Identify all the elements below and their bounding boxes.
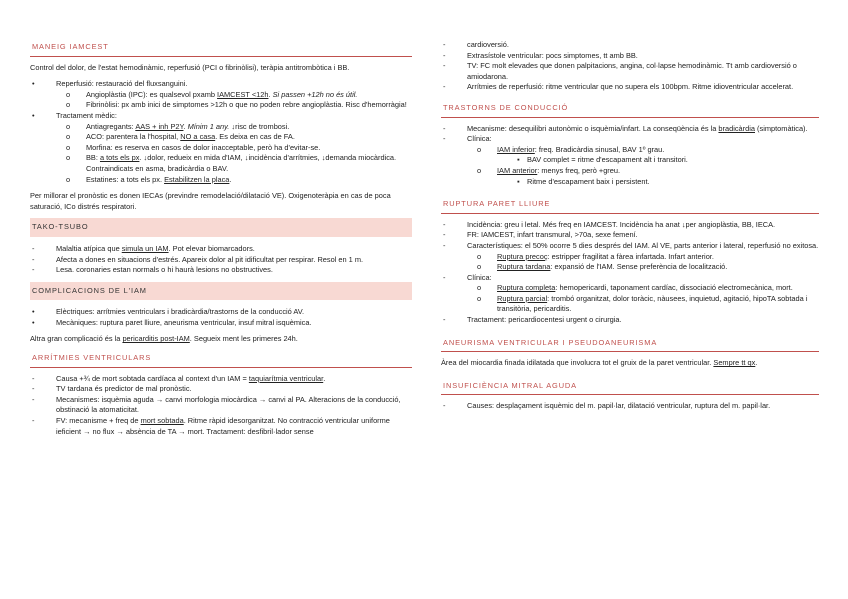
underlined-text: pericarditis post-IAM <box>122 334 190 344</box>
text: . <box>268 89 273 99</box>
caracteristiques-item <box>441 241 819 273</box>
italic-text: Si passen +12h no és útil. <box>272 89 358 99</box>
caracteristiques-sublist <box>467 252 819 273</box>
list-item <box>30 395 412 416</box>
text: Angioplàstia (IPC): es qualsevol pxamb <box>86 89 218 99</box>
text: . Segueix ment les primeres 24h. <box>189 334 298 344</box>
text: . Es deixa en cas de FA. <box>215 132 295 142</box>
underlined-text: mort sobtada <box>140 416 184 426</box>
list-item: • Elèctriques: arrítmies ventriculars i bradicàrdia/trastorns de la conducció AV. <box>30 307 412 318</box>
text: BB: <box>86 153 100 163</box>
underlined-text: Ruptura completa <box>497 283 556 293</box>
underlined-text: bradicàrdia <box>718 123 755 133</box>
underlined-text: simula un IAM <box>121 243 169 253</box>
reperfusio-item <box>30 79 412 111</box>
underlined-text: Ruptura precoç <box>497 251 548 261</box>
text: Malaltia atípica que <box>56 243 122 253</box>
tractament-label: Tractament mèdic: <box>56 110 117 120</box>
underlined-text: IAM inferior <box>497 144 535 154</box>
ruptura-list <box>441 220 819 326</box>
tractament-sublist <box>56 122 412 186</box>
clinica-item <box>441 134 819 187</box>
list-item <box>30 374 412 385</box>
list-item <box>30 416 412 437</box>
list-item: • Mecàniques: ruptura paret lliure, aneurisma ventricular, insuf mitral isquèmica. <box>30 318 412 329</box>
clinica-sublist <box>467 283 819 315</box>
text: . Pot elevar biomarcadors. <box>168 243 255 253</box>
maneig-intro: Control del dolor, de l'estat hemodinàmic, reperfusió (PCI o fibrinòlisi), teràpia antitrombòtica i BB. <box>30 62 350 72</box>
section-title-arritmies: ARRÍTMIES VENTRICULARS <box>30 351 412 368</box>
text: : hemopericardi, taponament cardíac, dissociació electromecànica, mort. <box>555 283 793 293</box>
underlined-text: a tots els px <box>99 153 140 163</box>
clinica-item <box>441 273 819 315</box>
text: Antiagregants: <box>86 121 136 131</box>
underlined-text: NO a casa <box>180 132 216 142</box>
text: Mecanismes: isquèmia aguda → canvi morfologia miocàrdica → canvi al PA. Alteracions de la conducció, obstinació la atomaticitat. <box>56 394 401 415</box>
text: Característiques: el 50% ocorre 5 dies després del IAM. Al VE, parts anterior i lateral, reperfusió no exitosa. <box>467 240 819 250</box>
bb-item <box>56 153 412 174</box>
list-item <box>467 283 819 294</box>
tractament-item <box>30 111 412 185</box>
text: Causa +¾ de mort sobtada cardíaca al context d'un IAM = <box>56 373 249 383</box>
section-title-trastorns: TRASTORNS DE CONDUCCIÓ <box>441 101 819 118</box>
text: : freq. Bradicàrdia sinusal, BAV 1º grau. <box>534 144 665 154</box>
morfina-item: o Morfina: es reserva en casos de dolor inacceptable, però ha d'evitar-se. <box>56 143 412 154</box>
text: : expansió de l'IAM. Sense preferència de localització. <box>550 262 728 272</box>
text: Mecanisme: desequilibri autonòmic o isquèmia/infart. La conseqüència és la <box>467 123 719 133</box>
list-item <box>30 384 412 395</box>
section-title-maneig: MANEIG IAMCEST <box>30 40 412 57</box>
text: Lesa. coronaries estan normals o hi haurà lesions no obstructives. <box>56 265 273 275</box>
list-item <box>30 244 412 255</box>
maneig-list <box>30 79 412 185</box>
left-column <box>30 40 412 443</box>
underlined-text: IAM anterior <box>497 165 538 175</box>
fibrinolisi-item: o Fibrinòlisi: px amb inici de simptomes >12h o que no poden rebre angioplàstia. Risc d'hemorràgia! <box>56 100 412 111</box>
list-item: - Extrasístole ventricular: pocs simptomes, tt amb BB. <box>441 51 819 62</box>
text: ACO: parentera la l'hospital, <box>86 132 181 142</box>
list-item <box>467 294 819 315</box>
list-item: ▪ Ritme d'escapament baix i persistent. <box>497 177 819 188</box>
insuficiencia-list <box>441 401 819 412</box>
text: ↓risc de trombosi. <box>229 121 290 131</box>
right-column <box>441 40 819 418</box>
italic-text: Mínim 1 any. <box>187 121 230 131</box>
iam-anterior-item <box>467 166 819 187</box>
section-title-complicacions: COMPLICACIONS DE L'IAM <box>30 282 412 301</box>
reperfusio-sublist <box>56 90 412 111</box>
text: : estripper fragilitat a fàrea infartada. Infart anterior. <box>547 251 714 261</box>
aneurisma-paragraph <box>441 358 819 369</box>
list-item: - TV: FC molt elevades que donen palpitacions, angina, col·lapse hemodinàmic. Tt amb cardioversió o amiodarona. <box>441 61 819 82</box>
iam-inferior-item <box>467 145 819 166</box>
takotsubo-list <box>30 244 412 276</box>
underlined-text: IAMCEST <12h <box>217 89 269 99</box>
iam-anterior-sublist <box>497 177 819 188</box>
reperfusio-label: Reperfusió: restauració del fluxsanguini. <box>56 79 188 89</box>
text: . <box>183 121 188 131</box>
angioplastia-item <box>56 90 412 101</box>
section-title-insuficiencia: INSUFICIÈNCIA MITRAL AGUDA <box>441 379 819 396</box>
list-item: - Arrítmies de reperfusió: ritme ventricular que no supera els 100bpm. Ritme idioventricular accelerat. <box>441 82 819 93</box>
text: Estatines: a tots els px. <box>86 174 165 184</box>
text: . <box>229 174 232 184</box>
antiagregants-item <box>56 122 412 133</box>
clinica-label: Clínica: <box>467 134 492 144</box>
underlined-text: AAS + inh P2Y <box>135 121 184 131</box>
pronostic-paragraph: Per millorar el pronòstic es donen IECAs (previndre remodelació/dilatació VE). Oxigenoteràpia en cas de poca saturació, ICo distrés respiratori. <box>30 191 391 211</box>
section-title-aneurisma: ANEURISMA VENTRICULAR I PSEUDOANEURISMA <box>441 336 819 353</box>
list-item <box>467 252 819 263</box>
list-item: - FR: IAMCEST, infart transmural, >70a, sexe femení. <box>441 230 819 241</box>
section-title-takotsubo: TAKO-TSUBO <box>30 218 412 237</box>
text: . ↓dolor, redueix en mida d'IAM, ↓incidència d'arrítmies, ↓demanda miocàrdica. Contraindicats en asma, bradicàrdia o BAV. <box>86 153 397 173</box>
underlined-text: Ruptura tardana <box>497 262 551 272</box>
underlined-text: taquiarítmia ventricular <box>248 373 324 383</box>
text: FV: mecanisme + freq de <box>56 416 141 426</box>
iam-inferior-sublist <box>497 155 819 166</box>
trastorns-list <box>441 124 819 188</box>
underlined-text: Sempre tt qx <box>713 358 756 368</box>
list-item <box>30 265 412 276</box>
text: . <box>755 358 758 368</box>
underlined-text: Estabilitzen la placa <box>164 174 230 184</box>
text: Afecta a dones en situacions d'estrés. Apareix dolor al pit idificultat per respirar. Resol en 1 m. <box>56 254 364 264</box>
underlined-text: Ruptura parcial <box>497 293 548 303</box>
estatines-item <box>56 175 412 186</box>
arritmies-continued-list <box>441 40 819 93</box>
text: . Ritme ràpid idesorganitzat. No contracció ventricular uniforme ieficient → no flux → absència de TA → mort. Tractament: desfibril·lador sense <box>56 416 390 436</box>
complicacions-note <box>30 334 412 345</box>
section-title-ruptura: RUPTURA PARET LLIURE <box>441 197 819 214</box>
complicacions-list <box>30 307 412 328</box>
list-item: ▪ BAV complet = ritme d'escapament alt i transitori. <box>497 155 819 166</box>
list-item: - Incidència: greu i letal. Més freq en IAMCEST. Incidència ha anat ↓per angioplàstia, BB, IECA. <box>441 220 819 231</box>
text: . <box>323 373 326 383</box>
list-item: - Tractament: pericardiocentesi urgent o cirurgia. <box>441 315 819 326</box>
list-item <box>467 262 819 273</box>
text: Altra gran complicació és la <box>30 334 123 344</box>
text: : trombó organitzat, dolor toràcic, nàusees, inquietud, agitació, hipoTA sobtada i transitòria, pericarditis. <box>497 293 808 314</box>
text: (simptomàtica). <box>755 123 808 133</box>
clinica-label: Clínica: <box>467 272 492 282</box>
text: TV tardana és predictor de mal pronòstic. <box>56 384 192 394</box>
list-item: - Causes: desplaçament isquèmic del m. papil·lar, dilatació ventricular, ruptura del m. papil·lar. <box>441 401 819 412</box>
arritmies-list <box>30 374 412 438</box>
text: : menys freq, però +greu. <box>537 165 621 175</box>
list-item-continued: - cardioversió. <box>441 40 819 51</box>
text: Àrea del miocardia finada idilatada que involucra tot el gruix de la paret ventricular. <box>441 358 714 368</box>
list-item <box>30 255 412 266</box>
clinica-sublist <box>467 145 819 187</box>
mecanisme-item <box>441 124 819 135</box>
aco-item <box>56 132 412 143</box>
